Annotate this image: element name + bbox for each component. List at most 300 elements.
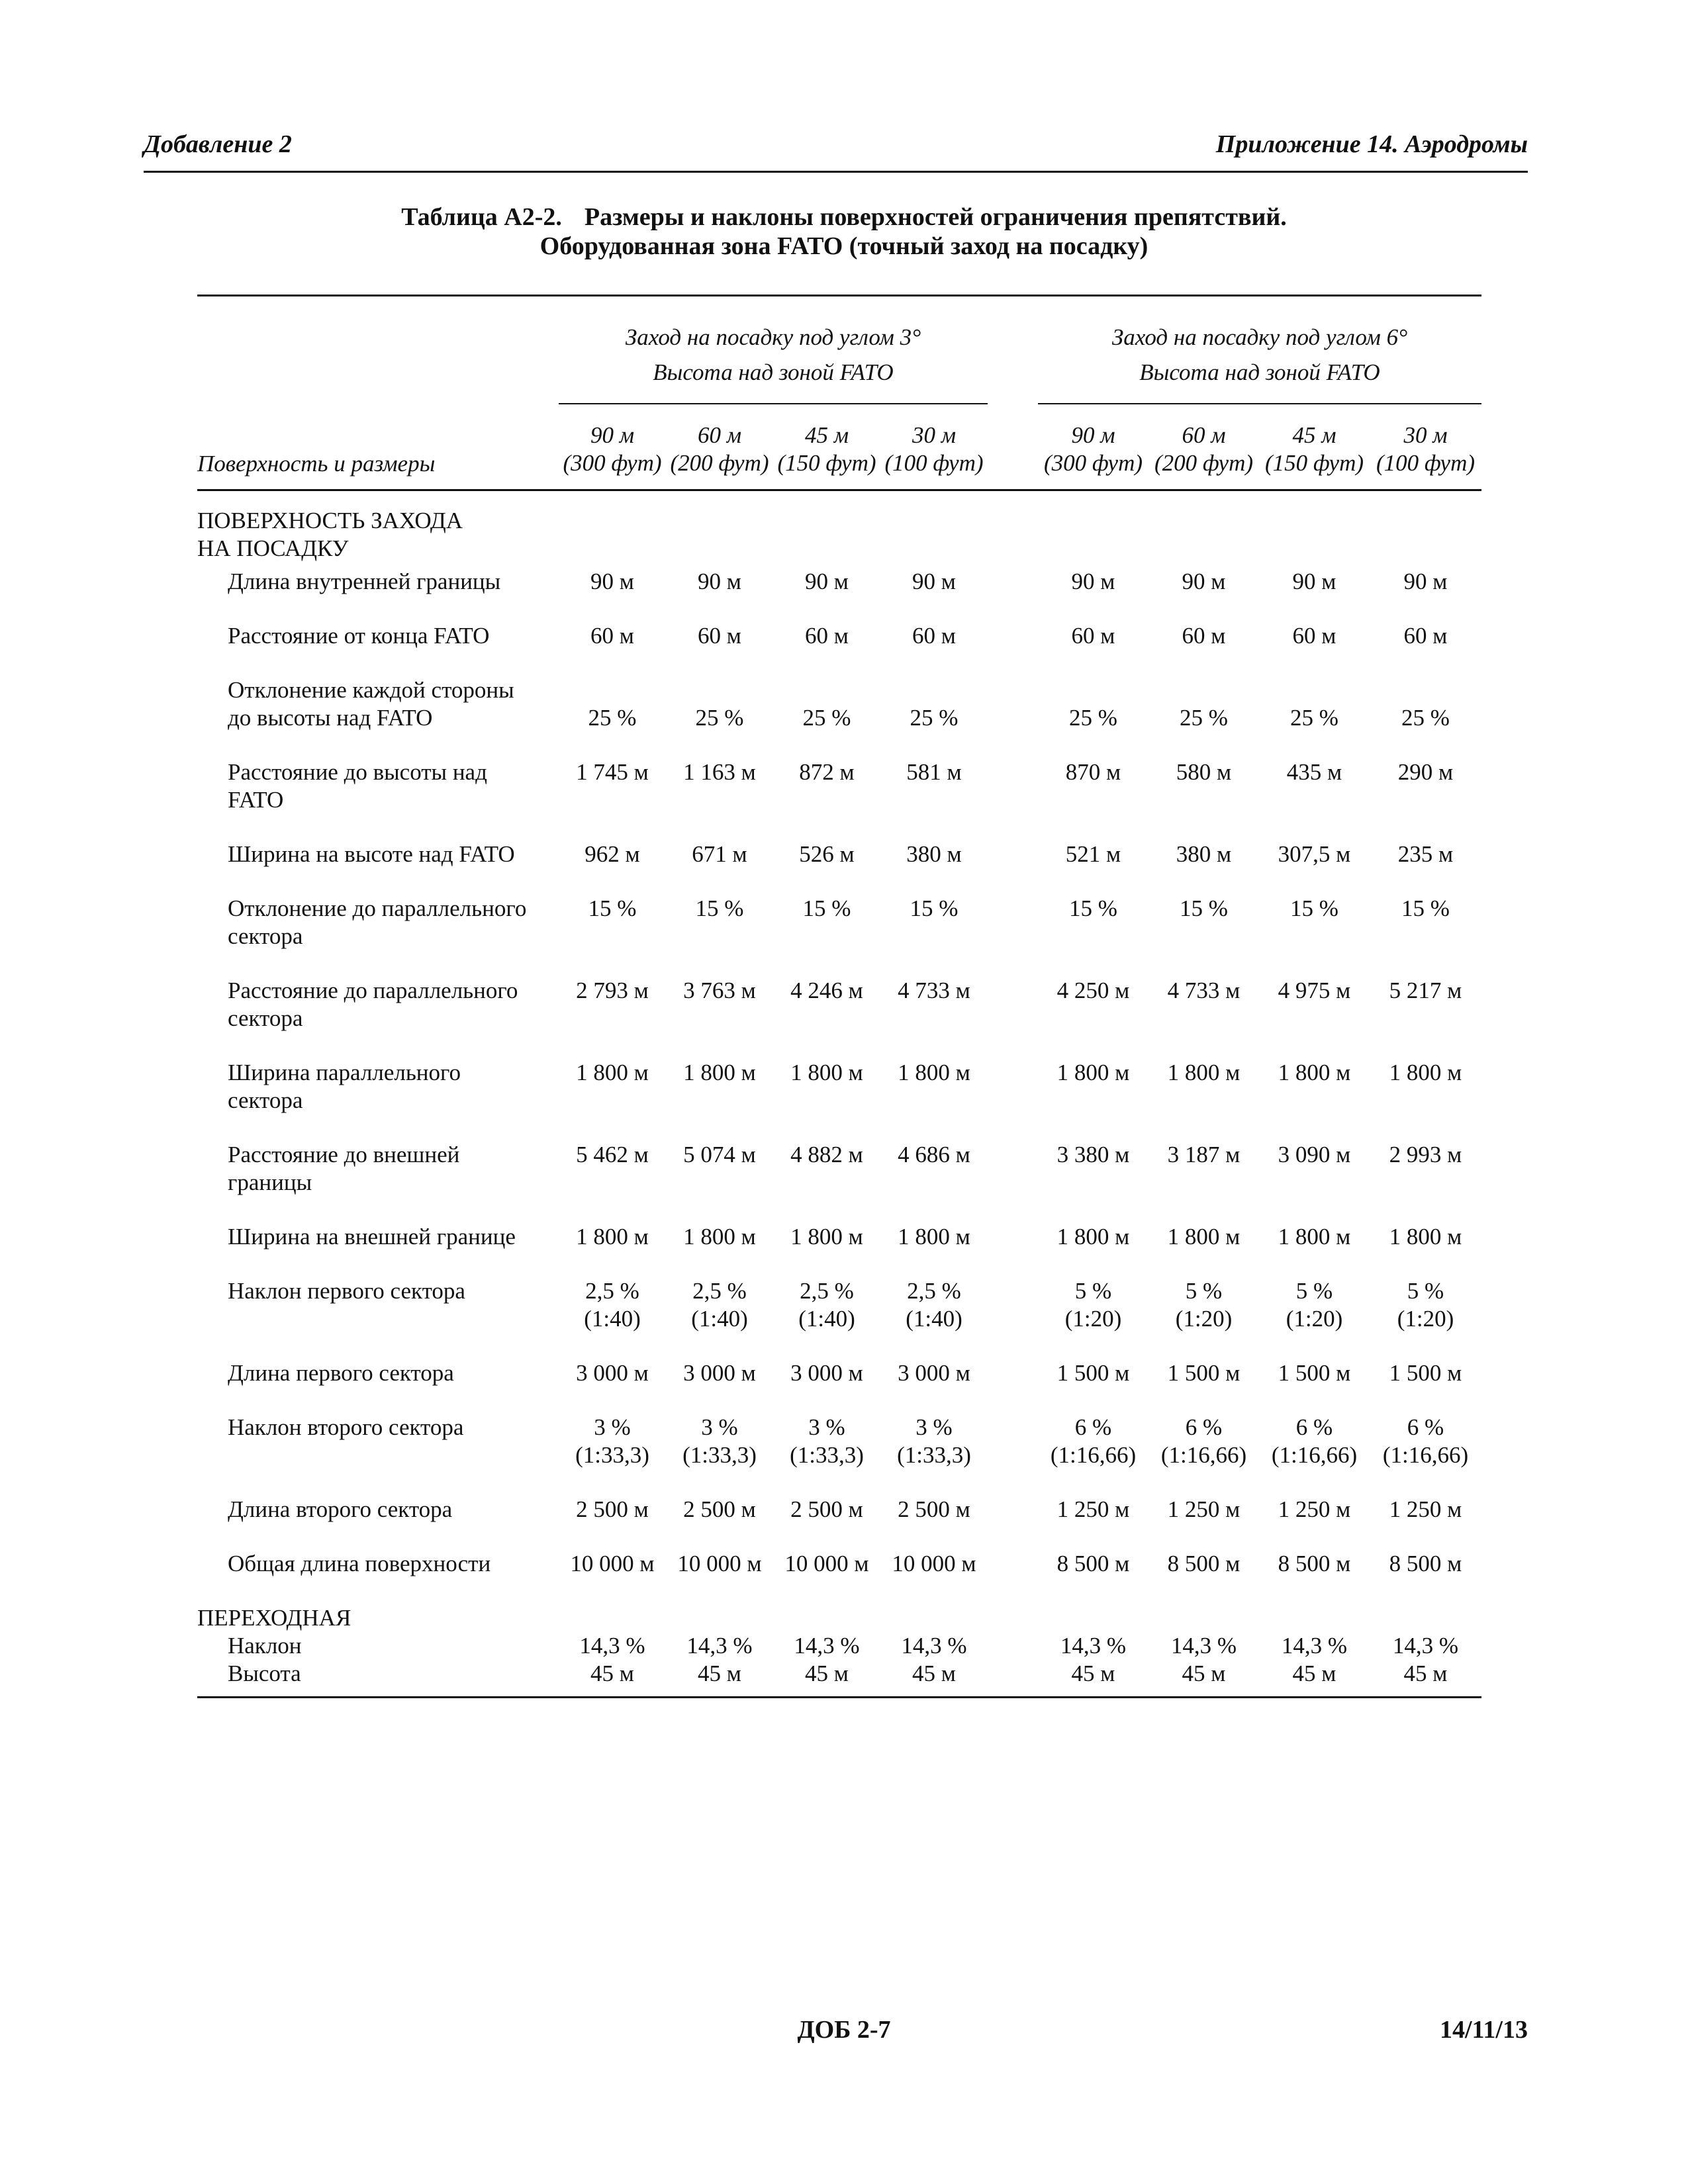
table-cell (880, 1141, 988, 1223)
cell-value: 4 250 м (1056, 978, 1130, 1003)
row-label (197, 1141, 559, 1223)
group-6deg-angle: Заход на посадку под углом 6° (1111, 324, 1408, 350)
cell-value-secondary: (1:40) (691, 1306, 748, 1332)
cell-value-secondary: 25 % (588, 705, 637, 731)
cell-value: 1 800 м (1167, 1224, 1241, 1250)
table-cell (773, 622, 880, 676)
table-cell (773, 1550, 880, 1604)
cell-value: 2,5 % (800, 1278, 854, 1304)
cell-value: 60 м (1403, 623, 1448, 649)
group-3deg-height: Высота над зоной FATO (559, 351, 988, 404)
cell-value: 3 000 м (576, 1360, 649, 1386)
cell-value: 6 % (1295, 1414, 1333, 1440)
row-label-line1: Длина первого сектора (228, 1360, 454, 1386)
table-cell (666, 1223, 773, 1277)
table-cell (1259, 758, 1370, 841)
cell-value: 1 800 м (1056, 1060, 1130, 1085)
cell-value (559, 676, 666, 704)
table-cell (1149, 568, 1259, 622)
table-cell (1038, 622, 1149, 676)
cell-value: 1 800 м (576, 1224, 649, 1250)
cell-value: 1 800 м (1278, 1060, 1351, 1085)
table-cell (1038, 676, 1149, 758)
table-cell (880, 1414, 988, 1496)
cell-value: 90 м (805, 569, 849, 594)
cell-value: 8 500 м (1167, 1551, 1241, 1576)
table-row-transitional (197, 1604, 1481, 1697)
table-cell (1370, 1359, 1481, 1414)
table-cell (773, 895, 880, 977)
cell-value-secondary: (1:40) (798, 1306, 855, 1332)
table-cell (666, 841, 773, 895)
column-height-m: 60 м (1182, 422, 1226, 448)
table-cell (773, 1141, 880, 1223)
table-cell (1038, 1277, 1149, 1359)
column-header (1038, 404, 1149, 490)
row-label-line2: FATO (228, 787, 284, 813)
cell-height: 45 м (1403, 1661, 1448, 1686)
cell-value: 962 м (585, 841, 640, 867)
table-cell (880, 1223, 988, 1277)
cell-value: 60 м (1071, 623, 1115, 649)
table-cell (559, 1223, 666, 1277)
table-cell (666, 758, 773, 841)
table-cell (1259, 841, 1370, 895)
cell-value: 1 500 м (1278, 1360, 1351, 1386)
cell-value: 15 % (802, 895, 851, 921)
table-cell (1370, 1496, 1481, 1550)
table-row (197, 1223, 1481, 1277)
table-cell (666, 1496, 773, 1550)
cell-value: 15 % (1401, 895, 1450, 921)
table-cell (666, 1604, 773, 1697)
table-cell (773, 1414, 880, 1496)
cell-value: 5 074 м (683, 1142, 756, 1167)
cell-value: 8 500 м (1278, 1551, 1351, 1576)
table-cell (666, 622, 773, 676)
cell-value: 60 м (1182, 623, 1226, 649)
table-cell (1149, 895, 1259, 977)
cell-value: 4 882 м (790, 1142, 863, 1167)
table-cell (1149, 1223, 1259, 1277)
table-cell (1370, 895, 1481, 977)
table-cell (1259, 1414, 1370, 1496)
table-row (197, 622, 1481, 676)
cell-value: 2,5 % (692, 1278, 747, 1304)
table-cell (1370, 622, 1481, 676)
table-cell (1370, 1059, 1481, 1141)
row-label (197, 977, 559, 1059)
row-label-line2: до высоты над FATO (228, 705, 433, 731)
cell-value: 1 800 м (790, 1060, 863, 1085)
row-label-line2: границы (228, 1169, 312, 1195)
row-label (197, 1414, 559, 1496)
cell-value (880, 676, 988, 704)
column-height-ft: (100 фут) (884, 449, 984, 476)
cell-value-secondary: (1:20) (1397, 1306, 1454, 1332)
cell-value: 526 м (799, 841, 855, 867)
table-row (197, 568, 1481, 622)
cell-height: 45 м (698, 1661, 741, 1686)
column-height-m: 30 м (1403, 422, 1448, 448)
cell-slope: 14,3 % (686, 1633, 753, 1659)
column-height-m: 45 м (1292, 422, 1336, 448)
cell-value: 380 м (1176, 841, 1232, 867)
column-height-ft: (200 фут) (670, 449, 769, 476)
table-cell (1038, 977, 1149, 1059)
table-cell (773, 1059, 880, 1141)
table-cell (1149, 1496, 1259, 1550)
table-cell (1038, 1141, 1149, 1223)
cell-slope: 14,3 % (901, 1633, 967, 1659)
table-cell (1149, 1414, 1259, 1496)
table-cell (559, 622, 666, 676)
cell-value: 3 090 м (1278, 1142, 1351, 1167)
table-cell (1259, 1223, 1370, 1277)
cell-value: 1 800 м (898, 1224, 970, 1250)
cell-value: 3 % (915, 1414, 953, 1440)
row-header: Поверхность и размеры (197, 450, 436, 477)
table-cell (1038, 758, 1149, 841)
cell-value: 90 м (912, 569, 956, 594)
column-height-m: 90 м (590, 422, 635, 448)
table-cell (666, 568, 773, 622)
table-cell (1370, 758, 1481, 841)
cell-value: 5 % (1074, 1278, 1112, 1304)
cell-value: 3 000 м (683, 1360, 756, 1386)
row-label-line1: Длина внутренней границы (228, 569, 501, 594)
group-3deg-angle: Заход на посадку под углом 3° (625, 324, 921, 350)
row-label (197, 568, 559, 622)
cell-value-secondary: (1:33,3) (790, 1442, 864, 1468)
cell-value (1038, 676, 1149, 704)
row-label-line1: Длина второго сектора (228, 1496, 453, 1522)
row-label-line1: Наклон второго сектора (228, 1414, 464, 1440)
cell-slope: 14,3 % (1170, 1633, 1237, 1659)
table-cell (773, 977, 880, 1059)
table-cell (773, 1496, 880, 1550)
table-cell (1259, 1550, 1370, 1604)
table-cell (559, 1496, 666, 1550)
cell-value: 1 250 м (1056, 1496, 1130, 1522)
cell-value: 5 % (1295, 1278, 1333, 1304)
row-label-line2: сектора (228, 1005, 303, 1031)
table-cell (1149, 1141, 1259, 1223)
table-cell (880, 1059, 988, 1141)
cell-height: 45 м (590, 1661, 634, 1686)
table-cell (1038, 1496, 1149, 1550)
column-header (773, 404, 880, 490)
cell-value: 521 м (1065, 841, 1121, 867)
cell-value: 10 000 м (784, 1551, 869, 1576)
table-cell (1259, 1141, 1370, 1223)
cell-value: 2,5 % (907, 1278, 961, 1304)
cell-value-secondary: (1:33,3) (897, 1442, 971, 1468)
table-cell (559, 841, 666, 895)
cell-value-secondary: (1:16,66) (1050, 1442, 1137, 1468)
title-line1: Размеры и наклоны поверхностей ограничения препятствий. (584, 203, 1287, 231)
table-cell (880, 895, 988, 977)
cell-value: 2 500 м (576, 1496, 649, 1522)
cell-value: 3 763 м (683, 978, 756, 1003)
table-cell (559, 1359, 666, 1414)
cell-value: 6 % (1185, 1414, 1223, 1440)
table-row (197, 1414, 1481, 1496)
cell-value: 2 500 м (683, 1496, 756, 1522)
section-approach-surface: ПОВЕРХНОСТЬ ЗАХОДА НА ПОСАДКУ (197, 507, 463, 561)
cell-value: 4 686 м (898, 1142, 970, 1167)
cell-value: 60 м (1292, 623, 1336, 649)
cell-value: 15 % (588, 895, 637, 921)
cell-value: 60 м (590, 623, 634, 649)
cell-value (1259, 676, 1370, 704)
group-6deg-height: Высота над зоной FATO (1038, 351, 1481, 404)
cell-value: 1 163 м (683, 759, 756, 785)
table-cell (1370, 1141, 1481, 1223)
cell-value: 15 % (910, 895, 959, 921)
cell-value: 15 % (1069, 895, 1117, 921)
header-right: Приложение 14. Аэродромы (1215, 130, 1528, 158)
column-header (1370, 404, 1481, 490)
cell-value: 3 000 м (790, 1360, 863, 1386)
column-height-ft: (300 фут) (1043, 449, 1143, 476)
table-cell (559, 758, 666, 841)
cell-value: 5 % (1407, 1278, 1444, 1304)
cell-value: 1 250 м (1278, 1496, 1351, 1522)
table-cell (773, 1359, 880, 1414)
column-height-m: 60 м (697, 422, 742, 448)
table-cell (880, 841, 988, 895)
table-cell (773, 1277, 880, 1359)
cell-value: 6 % (1074, 1414, 1112, 1440)
cell-value: 1 800 м (1167, 1060, 1241, 1085)
row-label-line1: Общая длина поверхности (228, 1551, 491, 1576)
row-label (197, 1223, 559, 1277)
cell-value-secondary: (1:20) (1064, 1306, 1122, 1332)
table-cell (1038, 1414, 1149, 1496)
cell-value: 1 800 м (1389, 1060, 1462, 1085)
cell-value: 1 500 м (1056, 1360, 1130, 1386)
cell-value (1149, 676, 1259, 704)
cell-value-secondary: 25 % (1180, 705, 1228, 731)
cell-value: 1 800 м (683, 1224, 756, 1250)
cell-value: 10 000 м (892, 1551, 976, 1576)
cell-value: 5 % (1185, 1278, 1223, 1304)
cell-value: 15 % (1180, 895, 1228, 921)
cell-value-secondary: 25 % (802, 705, 851, 731)
cell-value-secondary: 25 % (910, 705, 959, 731)
row-label (197, 1277, 559, 1359)
table-cell (880, 1496, 988, 1550)
cell-value: 4 975 м (1278, 978, 1351, 1003)
table-cell (773, 676, 880, 758)
table-cell (1259, 676, 1370, 758)
cell-value: 5 462 м (576, 1142, 649, 1167)
cell-value: 2,5 % (585, 1278, 639, 1304)
row-label (197, 1496, 559, 1550)
cell-value-secondary: (1:16,66) (1382, 1442, 1469, 1468)
cell-value: 2 500 м (790, 1496, 863, 1522)
cell-value-secondary: (1:40) (906, 1306, 962, 1332)
row-label (197, 758, 559, 841)
row-label (197, 1359, 559, 1414)
cell-value: 1 800 м (1278, 1224, 1351, 1250)
cell-slope: 14,3 % (1060, 1633, 1127, 1659)
cell-value: 90 м (590, 569, 634, 594)
table-cell (880, 977, 988, 1059)
table-row (197, 758, 1481, 841)
table-cell (666, 1414, 773, 1496)
cell-value: 235 м (1397, 841, 1454, 867)
table-cell (1259, 1496, 1370, 1550)
footer-date: 14/11/13 (1439, 2016, 1528, 2044)
cell-height: 45 м (912, 1661, 956, 1686)
table-cell (666, 1550, 773, 1604)
table-cell (773, 758, 880, 841)
cell-value: 290 м (1397, 759, 1454, 785)
cell-value: 2 500 м (898, 1496, 970, 1522)
table-cell (1038, 1359, 1149, 1414)
row-label (197, 622, 559, 676)
obstacle-surfaces-table (197, 295, 1481, 1698)
cell-value: 4 246 м (790, 978, 863, 1003)
column-header (1259, 404, 1370, 490)
table-cell (1259, 977, 1370, 1059)
table-cell (666, 1141, 773, 1223)
cell-slope: 14,3 % (1281, 1633, 1348, 1659)
table-cell (880, 676, 988, 758)
cell-value: 1 800 м (576, 1060, 649, 1085)
table-cell (559, 1550, 666, 1604)
table-cell (773, 1604, 880, 1697)
cell-height: 45 м (1071, 1661, 1115, 1686)
cell-value (773, 676, 880, 704)
row-label (197, 895, 559, 977)
table-cell (773, 568, 880, 622)
footer-page-number: ДОБ 2-7 (797, 2016, 891, 2044)
table-cell (1259, 622, 1370, 676)
table-cell (559, 1141, 666, 1223)
table-cell (1370, 1604, 1481, 1697)
table-cell (880, 568, 988, 622)
table-cell (559, 1059, 666, 1141)
header-rule (144, 171, 1528, 173)
cell-value: 1 800 м (790, 1224, 863, 1250)
column-height-m: 90 м (1071, 422, 1115, 448)
cell-slope: 14,3 % (1392, 1633, 1459, 1659)
table-container (197, 295, 1481, 1698)
cell-value: 435 м (1286, 759, 1342, 785)
table-cell (880, 1277, 988, 1359)
cell-value: 15 % (1290, 895, 1338, 921)
row-label-line1: Ширина на высоте над FATO (228, 841, 515, 867)
title-line2: Оборудованная зона FATO (точный заход на посадку) (539, 232, 1149, 260)
row-label-slope: Наклон (228, 1633, 302, 1659)
cell-value: 380 м (906, 841, 962, 867)
cell-value-secondary: 25 % (1069, 705, 1117, 731)
column-header (666, 404, 773, 490)
cell-value-secondary: (1:40) (584, 1306, 641, 1332)
cell-value: 3 % (701, 1414, 738, 1440)
table-cell (1149, 977, 1259, 1059)
table-cell (1370, 568, 1481, 622)
table-title (0, 203, 1688, 261)
table-cell (559, 977, 666, 1059)
table-cell (666, 977, 773, 1059)
header-left: Добавление 2 (144, 130, 292, 158)
table-cell (559, 1277, 666, 1359)
row-label-line2: сектора (228, 923, 303, 949)
table-cell (773, 1223, 880, 1277)
table-row (197, 1496, 1481, 1550)
cell-value: 90 м (1403, 569, 1448, 594)
cell-value: 1 500 м (1167, 1360, 1241, 1386)
table-cell (1149, 676, 1259, 758)
table-cell (1370, 977, 1481, 1059)
table-cell (1038, 841, 1149, 895)
cell-value (666, 676, 773, 704)
table-cell (1038, 1223, 1149, 1277)
row-label-line1: Ширина на внешней границе (228, 1224, 516, 1250)
table-cell (773, 841, 880, 895)
cell-value-secondary: (1:16,66) (1160, 1442, 1247, 1468)
cell-value: 60 м (698, 623, 741, 649)
table-cell (1038, 1550, 1149, 1604)
table-cell (1370, 841, 1481, 895)
table-cell (880, 1359, 988, 1414)
table-cell (1038, 568, 1149, 622)
row-label-line1: Расстояние до высоты над (228, 759, 487, 785)
cell-value: 1 800 м (898, 1060, 970, 1085)
column-height-ft: (200 фут) (1154, 449, 1254, 476)
table-cell (880, 622, 988, 676)
table-row (197, 841, 1481, 895)
column-height-ft: (150 фут) (777, 449, 876, 476)
cell-value: 1 800 м (683, 1060, 756, 1085)
cell-value: 2 993 м (1389, 1142, 1462, 1167)
cell-value: 3 % (808, 1414, 845, 1440)
table-cell (1149, 1359, 1259, 1414)
row-label-line1: Наклон первого сектора (228, 1278, 465, 1304)
cell-value: 2 793 м (576, 978, 649, 1003)
column-height-ft: (300 фут) (563, 449, 662, 476)
cell-value: 90 м (1071, 569, 1115, 594)
table-cell (559, 568, 666, 622)
row-label-line1: Ширина параллельного (228, 1060, 461, 1085)
cell-value: 1 745 м (576, 759, 649, 785)
cell-value: 3 000 м (898, 1360, 970, 1386)
table-cell (1370, 1550, 1481, 1604)
cell-value: 870 м (1065, 759, 1121, 785)
table-row (197, 1550, 1481, 1604)
cell-value: 1 800 м (1389, 1224, 1462, 1250)
table-cell (1370, 1223, 1481, 1277)
table-cell (1149, 758, 1259, 841)
cell-value: 1 250 м (1167, 1496, 1241, 1522)
cell-value-secondary: (1:16,66) (1271, 1442, 1358, 1468)
cell-value (1370, 676, 1481, 704)
row-label-line1: Расстояние от конца FATO (228, 623, 490, 649)
cell-value: 90 м (1182, 569, 1226, 594)
table-cell (1149, 1604, 1259, 1697)
table-cell (666, 676, 773, 758)
section-transitional-title: ПЕРЕХОДНАЯ (197, 1605, 352, 1631)
table-row (197, 1141, 1481, 1223)
table-cell (1038, 1059, 1149, 1141)
table-cell (1259, 1059, 1370, 1141)
cell-value: 307,5 м (1278, 841, 1351, 867)
cell-value: 4 733 м (898, 978, 970, 1003)
